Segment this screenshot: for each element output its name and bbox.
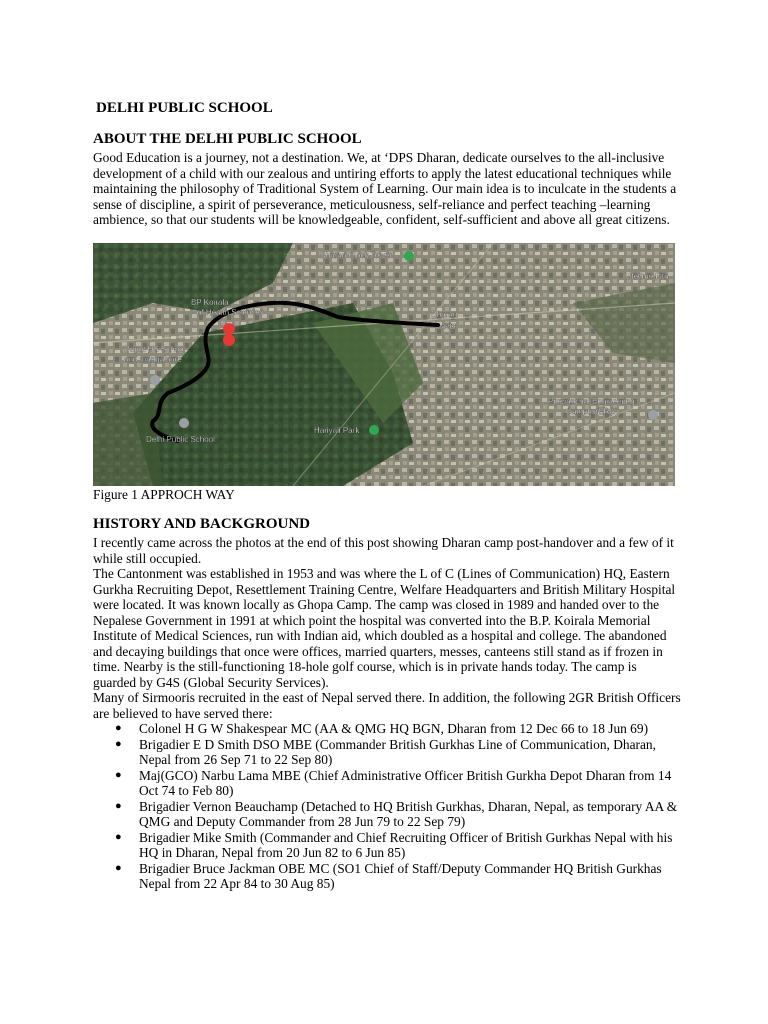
depot-school-pin-icon [150, 375, 160, 385]
bullet-icon: ● [115, 830, 122, 843]
map-label-depot-school: Depot HS School [124, 344, 186, 354]
hariyali-park-pin-icon [369, 425, 379, 435]
school-title: DELHI PUBLIC SCHOOL [96, 100, 273, 116]
list-item-text: Colonel H G W Shakespear MC (AA & QMG HQ BGN, Dharan from 12 Dec 66 to 18 Jun 69) [139, 721, 649, 736]
map-label-dps: Delhi Public School [146, 434, 215, 444]
bullet-icon: ● [115, 737, 122, 750]
list-item-text: Brigadier E D Smith DSO MBE (Commander British Gurkhas Line of Communication, Dharan, Nepal from 26 Sep 71 to 22 Sep 80) [139, 736, 656, 767]
map-label-purwanchal: Purwanchal Engineering [548, 396, 635, 406]
dps-pin-icon [179, 418, 189, 428]
list-item-text: Maj(GCO) Narbu Lama MBE (Chief Administrative Officer British Gurkha Depot Dharan from 14 Oct 74 to Feb 80) [139, 767, 672, 798]
map-label-health-sciences: of Health Sciences [197, 307, 264, 317]
clock-tower-pin-icon [404, 251, 414, 261]
approach-map [93, 243, 675, 486]
bullet-icon: ● [115, 861, 122, 874]
bullet-icon: ● [115, 768, 122, 781]
map-label-depot-school-2: and mangalaare [124, 354, 182, 364]
map-label-bp-koirala: BP Koirala [191, 297, 229, 307]
list-item [115, 767, 683, 799]
list-item [115, 829, 683, 861]
history-paragraph-1: I recently came across the photos at the end of this post showing Dharan camp post-handover and a few of it while still occupied. [93, 535, 674, 566]
figure-caption: Figure 1 APPROCH WAY [93, 486, 235, 502]
history-paragraph-3: Many of Sirmooris recruited in the east of Nepal served there. In addition, the following 2GR British Officers are believed to have served there: [93, 690, 681, 721]
map-label-purwanchal-2: Campus(ERC) [566, 406, 619, 416]
list-item [115, 860, 683, 892]
list-item [115, 798, 683, 830]
satellite-map-image [93, 243, 675, 486]
map-label-clock-tower: Dharan Clock Tower [320, 250, 392, 260]
about-heading: ABOUT THE DELHI PUBLIC SCHOOL [93, 131, 362, 147]
purwanchal-pin-icon [648, 410, 658, 420]
history-heading: HISTORY AND BACKGROUND [93, 516, 311, 532]
map-label-lifetime: Lifetime Fitn [625, 271, 669, 281]
list-item-text: Brigadier Bruce Jackman OBE MC (SO1 Chief of Staff/Deputy Commander HQ British Gurkhas Nepal from 22 Apr 84 to 30 Aug 85) [139, 860, 662, 891]
about-paragraph: Good Education is a journey, not a destination. We, at ‘DPS Dharan, dedicate ourselves to the all-inclusive development of a child with our zealous and untiring efforts to apply the latest educational techniques while maintaining the philosophy of Traditional System of Learning. Our main idea is to inculcate in the students a sense of discipline, a spirit of perseverance, meticulousness, self-reliance and perfect teaching –learning ambience, so that our students will be knowledgeable, confident, self-sufficient and above all great citizens. [93, 150, 677, 227]
bullet-icon: ● [115, 722, 122, 734]
list-item [115, 721, 683, 737]
map-label-hariyali-park: Hariyali Park [314, 425, 360, 435]
document-body [93, 131, 683, 892]
list-item [115, 736, 683, 768]
list-item-text: Brigadier Vernon Beauchamp (Detached to HQ British Gurkhas, Dharan, Nepal, as temporary AA & QMG and Deputy Commander from 28 Jun 79 to 22 Sep 79) [139, 798, 678, 829]
map-label-dharan: Dharan [431, 309, 458, 319]
history-paragraph-2: The Cantonment was established in 1953 and was where the L of C (Lines of Communication) HQ, Eastern Gurkha Recruiting Depot, Resettlement Training Centre, Welfare Headquarters and British Military Hospital were located. It was known locally as Ghopa Camp. The camp was closed in 1989 and handed over to the Nepalese Government in 1991 at which point the hospital was converted into the B.P. Koirala Memorial Institute of Medical Sciences, run with Indian aid, which doubled as a hospital and college. The abandoned and decaying buildings that once were offices, married quarters, messes, canteens still stand as if frozen in time. Nearby is the still-functioning 18-hole golf course, which is in private hands today. The camp is guarded by G4S (Global Security Services). [93, 566, 676, 690]
bullet-icon: ● [115, 799, 122, 812]
map-label-dharan-np: धरान [441, 321, 456, 331]
officers-list [93, 721, 683, 892]
list-item-text: Brigadier Mike Smith (Commander and Chief Recruiting Officer of British Gurkhas Nepal with his HQ in Dharan, Nepal from 20 Jun 82 to 6 Jun 85) [139, 829, 673, 860]
